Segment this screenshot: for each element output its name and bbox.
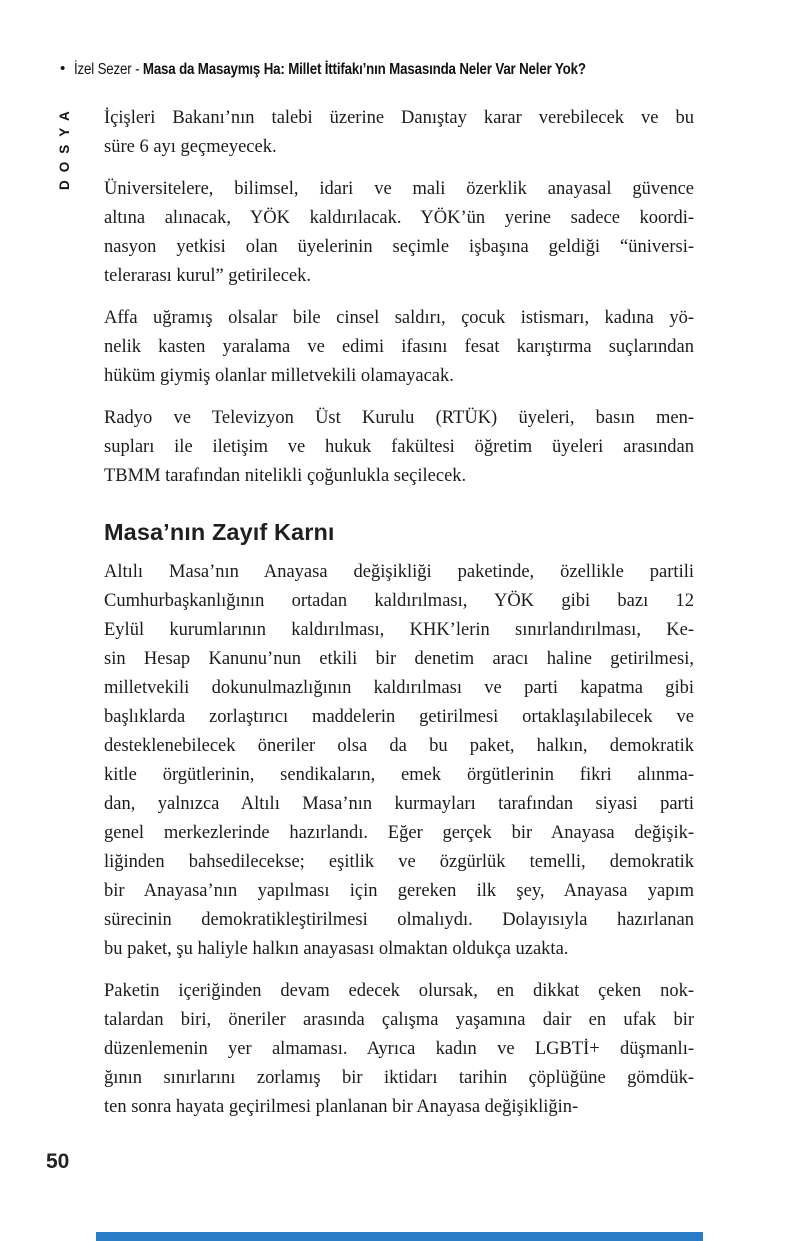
text-line: Paketin içeriğinden devam edecek olursak, en dikkat çeken nok- [104, 981, 694, 1001]
body-paragraph [104, 404, 694, 491]
text-line: dan, yalnızca Altılı Masa’nın kurmayları tarafından siyasi parti [104, 794, 694, 814]
text-line: sin Hesap Kanunu’nun etkili bir denetim aracı haline getirilmesi, [104, 649, 694, 669]
page-number: 50 [46, 1150, 70, 1173]
text-line: milletvekili dokunulmazlığının kaldırılması ve parti kapatma gibi [104, 678, 694, 698]
text-line: Affa uğramış olsalar bile cinsel saldırı, çocuk istismarı, kadına yö- [104, 308, 694, 328]
text-line: bir Anayasa’nın yapılması için gereken ilk şey, Anayasa yapım [104, 881, 694, 901]
text-line: genel merkezlerinde hazırlandı. Eğer gerçek bir Anayasa değişik- [104, 823, 694, 843]
text-line: telerarası kurul” getirilecek. [104, 266, 311, 286]
text-line: altına alınacak, YÖK kaldırılacak. YÖK’ün yerine sadece koordi- [104, 208, 694, 228]
text-line: nasyon yetkisi olan üyelerinin seçimle işbaşına geldiği “üniversi- [104, 237, 694, 257]
section-heading: Masa’nın Zayıf Karnı [104, 519, 335, 545]
text-line: TBMM tarafından nitelikli çoğunlukla seçilecek. [104, 466, 467, 486]
text-line: İçişleri Bakanı’nın talebi üzerine Danıştay karar verebilecek ve bu [104, 108, 694, 128]
body-paragraph [104, 175, 694, 291]
text-line: supları ile iletişim ve hukuk fakültesi öğretim üyeleri arasından [104, 437, 694, 457]
body-column [104, 104, 694, 1135]
text-line: Eylül kurumlarının kaldırılması, KHK’lerin sınırlandırılması, Ke- [104, 620, 694, 640]
bottom-accent-bar [96, 1232, 703, 1241]
text-line: talardan biri, öneriler arasında çalışma yaşamına dair en ufak bir [104, 1010, 694, 1030]
text-line: ğının sınırlarını zorlamış bir iktidarı tarihin çöplüğüne gömdük- [104, 1068, 694, 1088]
body-paragraph [104, 558, 694, 964]
body-paragraph [104, 104, 694, 162]
text-line: Üniversitelere, bilimsel, idari ve mali özerklik anayasal güvence [104, 179, 694, 199]
text-line: sürecinin demokratikleştirilmesi olmalıydı. Dolayısıyla hazırlanan [104, 910, 694, 930]
text-line: Altılı Masa’nın Anayasa değişikliği paketinde, özellikle partili [104, 562, 694, 582]
dossier-vertical-label: DOSYA [57, 103, 72, 190]
text-line: düzenlemenin yer almaması. Ayrıca kadın ve LGBTİ+ düşmanlı- [104, 1039, 694, 1059]
body-paragraph [104, 977, 694, 1122]
text-line: liğinden bahsedilecekse; eşitlik ve özgürlük temelli, demokratik [104, 852, 694, 872]
text-line: bu paket, şu haliyle halkın anayasası olmaktan oldukça uzakta. [104, 939, 569, 959]
body-paragraph [104, 304, 694, 391]
text-line: ten sonra hayata geçirilmesi planlanan bir Anayasa değişikliğin- [104, 1097, 579, 1117]
text-blocks [104, 104, 694, 1122]
text-line: Cumhurbaşkanlığının ortadan kaldırılması, YÖK gibi bazı 12 [104, 591, 694, 611]
text-line: kitle örgütlerinin, sendikaların, emek örgütlerinin fikri alınma- [104, 765, 694, 785]
bullet-icon: • [60, 60, 66, 77]
running-header [60, 61, 669, 79]
text-line: süre 6 ayı geçmeyecek. [104, 137, 277, 157]
text-line: desteklenebilecek öneriler olsa da bu paket, halkın, demokratik [104, 736, 694, 756]
header-title: Masa da Masaymış Ha: Millet İttifakı’nın Masasında Neler Var Neler Yok? [143, 61, 587, 78]
text-line: başlıklarda zorlaştırıcı maddelerin getirilmesi ortaklaşılabilecek ve [104, 707, 694, 727]
text-line: Radyo ve Televizyon Üst Kurulu (RTÜK) üyeleri, basın men- [104, 408, 694, 428]
running-header-text [74, 61, 586, 79]
header-author: İzel Sezer - [74, 61, 144, 78]
text-line: nelik kasten yaralama ve edimi ifasını fesat karıştırma suçlarından [104, 337, 694, 357]
text-line: hüküm giymiş olanlar milletvekili olamayacak. [104, 366, 454, 386]
